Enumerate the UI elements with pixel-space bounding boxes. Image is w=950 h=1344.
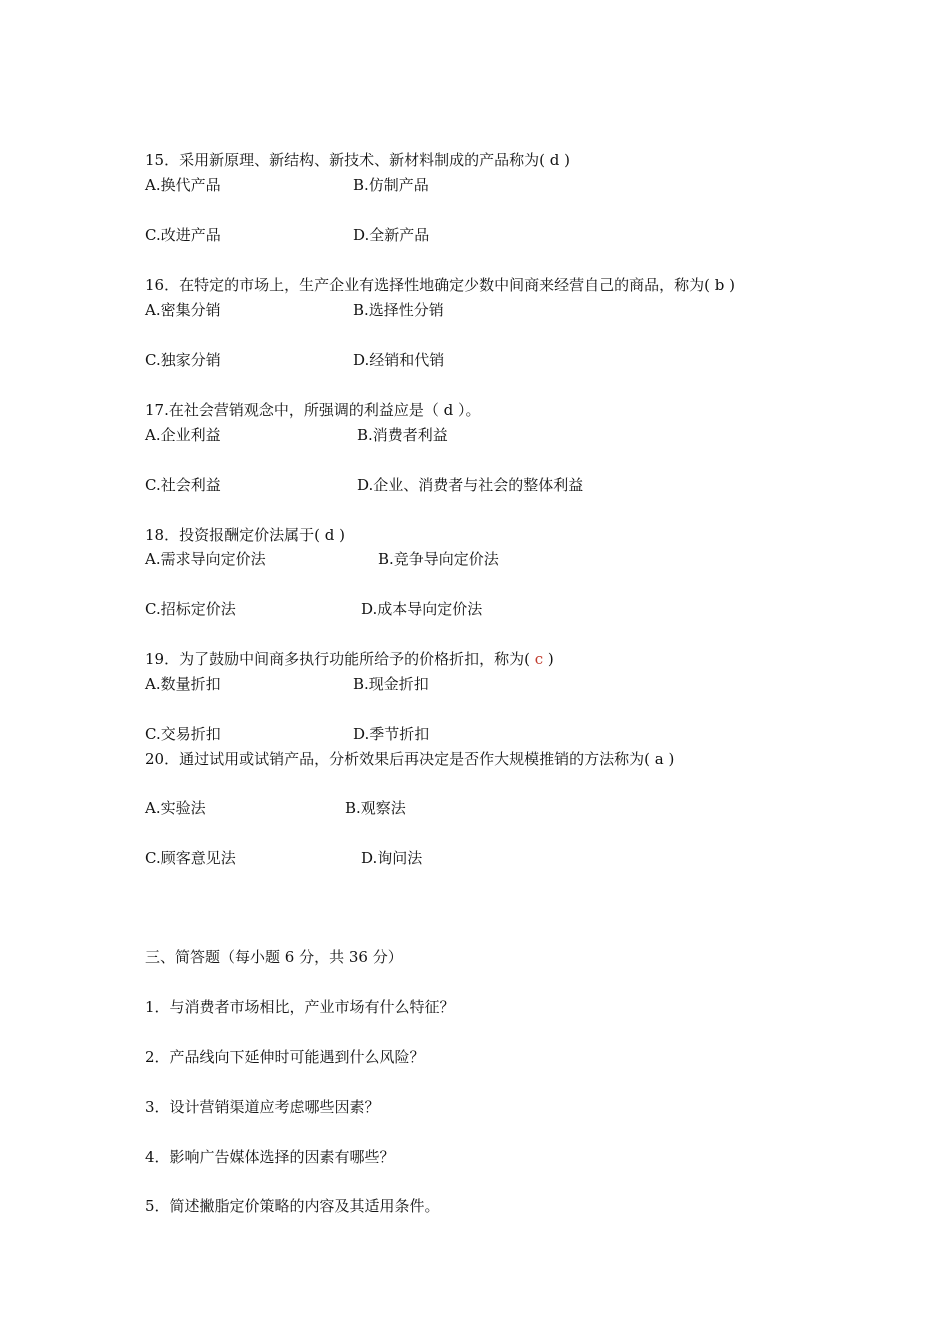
question-20-stem: 20．通过试用或试销产品，分析效果后再决定是否作大规模推销的方法称为( a ) [145, 750, 675, 768]
option-a: A.企业利益 [145, 426, 221, 444]
option-b: B.竞争导向定价法 [378, 550, 499, 568]
option-c: C.社会利益 [145, 476, 221, 494]
list-item: 1．与消费者市场相比，产业市场有什么特征？ [145, 998, 455, 1016]
option-a: A.实验法 [145, 799, 206, 817]
option-a: A.需求导向定价法 [145, 550, 266, 568]
option-d: D.全新产品 [353, 226, 430, 244]
question-19-stem: 19．为了鼓励中间商多执行功能所给予的价格折扣，称为( c ) [145, 650, 554, 668]
option-b: B.观察法 [345, 799, 406, 817]
option-b: B.选择性分销 [353, 301, 444, 319]
option-c: C.交易折扣 [145, 725, 221, 743]
section-heading: 三、简答题（每小题 6 分，共 36 分） [145, 948, 403, 966]
option-d: D.经销和代销 [353, 351, 445, 369]
option-b: B.仿制产品 [353, 176, 429, 194]
question-15-stem: 15．采用新原理、新结构、新技术、新材料制成的产品称为( d ) [145, 151, 570, 169]
option-b: B.消费者利益 [357, 426, 448, 444]
list-item: 4．影响广告媒体选择的因素有哪些？ [145, 1148, 395, 1166]
question-16-stem: 16．在特定的市场上，生产企业有选择性地确定少数中间商来经营自己的商品，称为( b ) [145, 276, 735, 294]
option-a: A.密集分销 [145, 301, 221, 319]
answer: a [654, 750, 664, 768]
option-b: B.现金折扣 [353, 675, 429, 693]
option-c: C.顾客意见法 [145, 849, 236, 867]
option-d: D.企业、消费者与社会的整体利益 [357, 476, 584, 494]
answer: d [324, 526, 335, 544]
option-a: A.换代产品 [145, 176, 221, 194]
answer: b [714, 276, 725, 294]
list-item: 3．设计营销渠道应考虑哪些因素？ [145, 1098, 380, 1116]
question-18-stem: 18．投资报酬定价法属于( d ) [145, 526, 345, 544]
option-c: C.独家分销 [145, 351, 221, 369]
option-d: D.成本导向定价法 [361, 600, 483, 618]
option-c: C.招标定价法 [145, 600, 236, 618]
answer: d [443, 401, 454, 419]
option-d: D.季节折扣 [353, 725, 430, 743]
option-a: A.数量折扣 [145, 675, 221, 693]
question-17-stem: 17.在社会营销观念中，所强调的利益应是（ d ）。 [145, 401, 481, 419]
option-d: D.询问法 [361, 849, 423, 867]
answer: c [534, 650, 544, 668]
list-item: 2．产品线向下延伸时可能遇到什么风险？ [145, 1048, 425, 1066]
option-c: C.改进产品 [145, 226, 221, 244]
answer: d [549, 151, 560, 169]
list-item: 5．简述撇脂定价策略的内容及其适用条件。 [145, 1197, 440, 1215]
